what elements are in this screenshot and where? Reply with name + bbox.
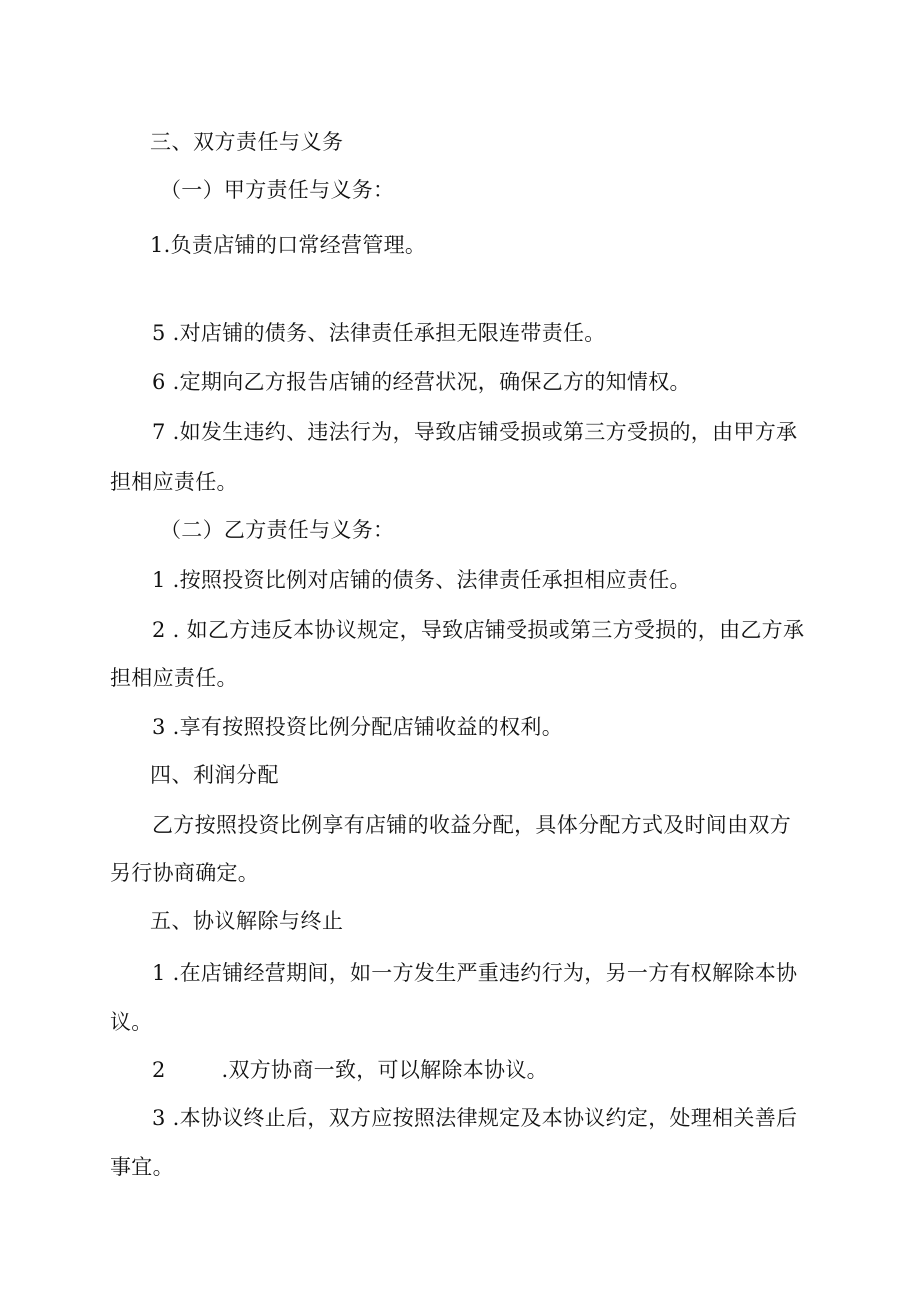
party-a-item-1: 1.负责店铺的口常经营管理。 <box>150 233 427 257</box>
section-5-item-2: 2 .双方协商一致，可以解除本协议。 <box>152 1058 548 1082</box>
section-5-item-1-line-2: 议。 <box>110 1010 153 1034</box>
party-a-subheading: （一）甲方责任与义务： <box>160 178 395 202</box>
party-b-item-2-line-2: 担相应责任。 <box>110 666 238 690</box>
section-4-heading: 四、利润分配 <box>150 763 279 787</box>
party-b-subheading: （二）乙方责任与义务： <box>160 518 395 542</box>
section-3-heading: 三、双方责任与义务 <box>150 130 344 154</box>
section-5-item-3-line-2: 事宜。 <box>110 1155 174 1179</box>
party-b-item-2-line-1: 2 . 如乙方违反本协议规定，导致店铺受损或第三方受损的，由乙方承 <box>152 618 805 642</box>
party-b-item-3: 3 .享有按照投资比例分配店铺收益的权利。 <box>152 715 564 739</box>
section-5-item-3-line-1: 3 .本协议终止后，双方应按照法律规定及本协议约定，处理相关善后 <box>152 1106 798 1130</box>
section-4-paragraph-line-2: 另行协商确定。 <box>110 861 260 885</box>
party-a-item-6: 6 .定期向乙方报告店铺的经营状况，确保乙方的知情权。 <box>152 370 691 394</box>
party-b-item-1: 1 .按照投资比例对店铺的债务、法律责任承担相应责任。 <box>152 568 691 592</box>
party-a-item-7-line-2: 担相应责任。 <box>110 470 238 494</box>
section-5-heading: 五、协议解除与终止 <box>150 909 344 933</box>
section-4-paragraph-line-1: 乙方按照投资比例享有店铺的收益分配，具体分配方式及时间由双方 <box>152 813 791 837</box>
section-5-item-1-line-1: 1 .在店铺经营期间，如一方发生严重违约行为，另一方有权解除本协 <box>152 961 798 985</box>
party-a-item-5: 5 .对店铺的债务、法律责任承担无限连带责任。 <box>152 321 606 345</box>
party-a-item-7-line-1: 7 .如发生违约、违法行为，导致店铺受损或第三方受损的，由甲方承 <box>152 420 798 444</box>
